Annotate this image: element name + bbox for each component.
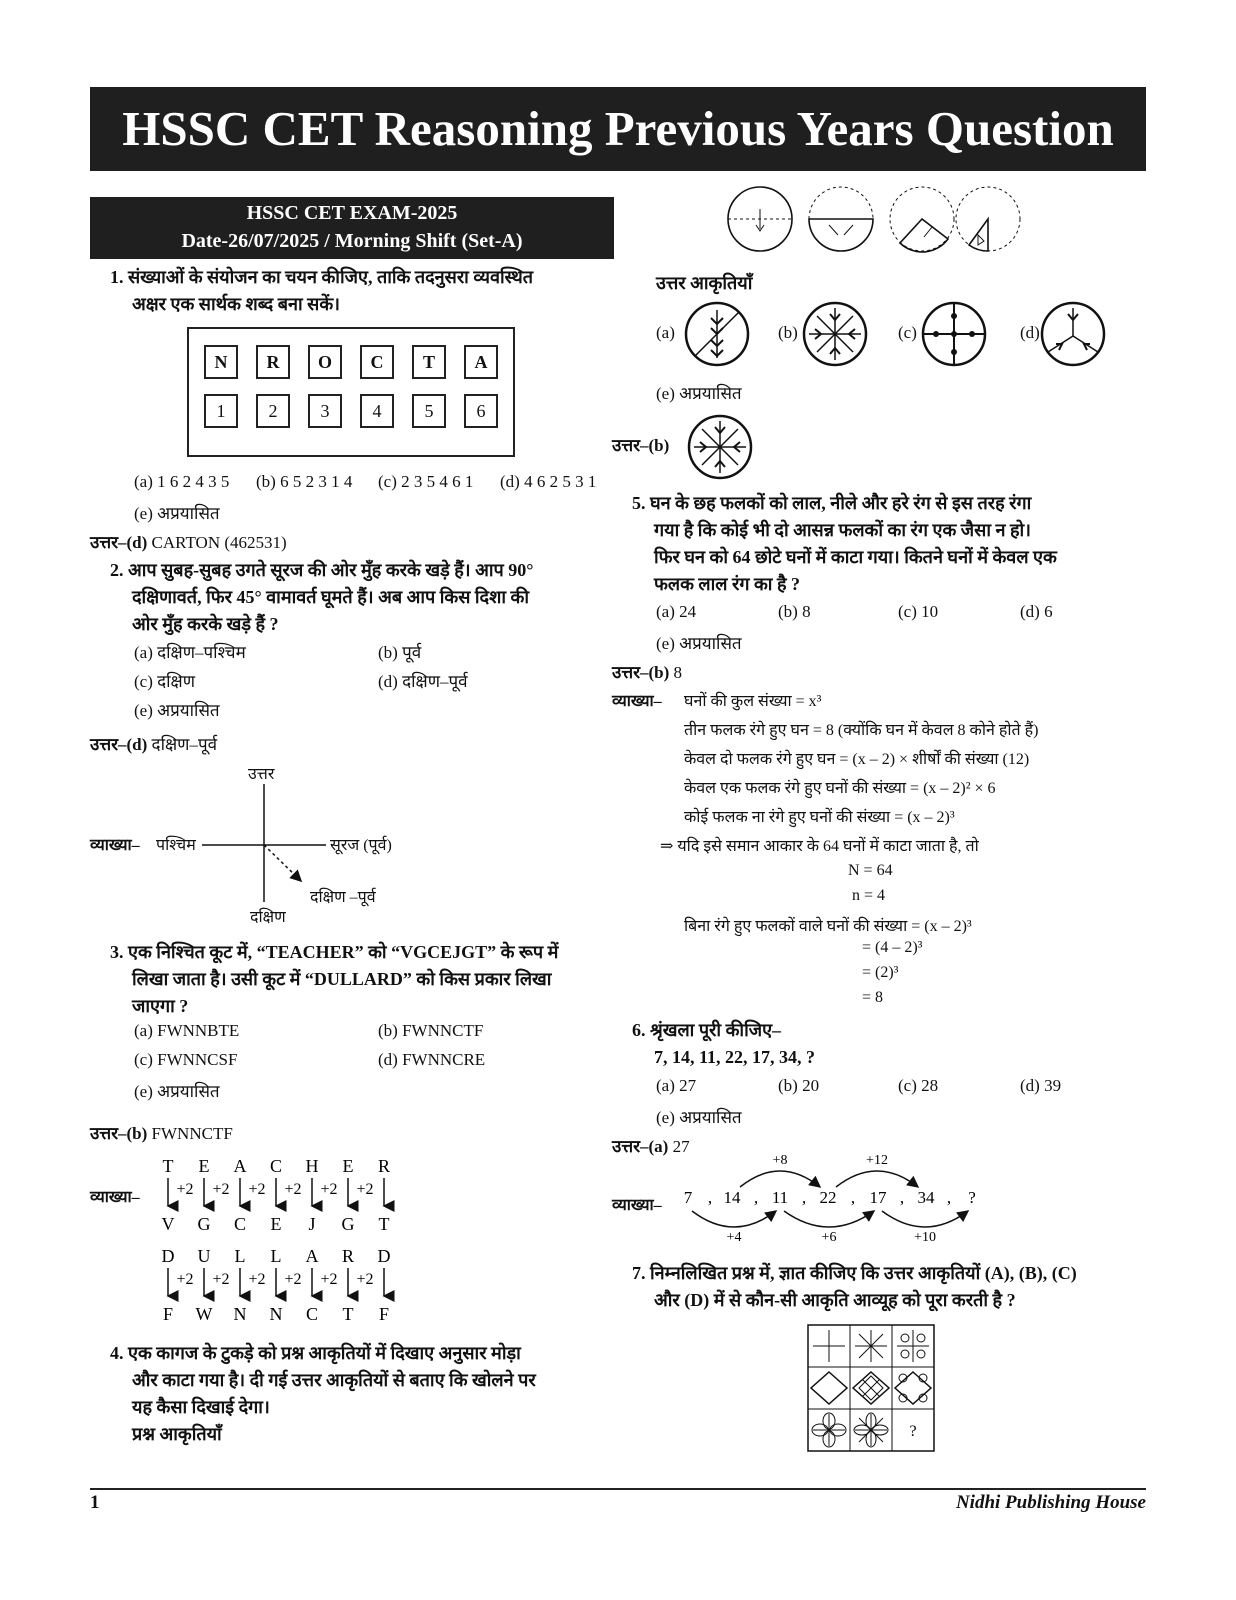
exam-header-box <box>90 197 614 259</box>
question-text: घन के छह फलकों को लाल, नीले और हरे रंग से इस तरह रंगा <box>650 493 1032 513</box>
series-bottom-arc <box>784 1211 874 1227</box>
code-output-letter: C <box>233 1214 247 1234</box>
explanation-line: कोई फलक ना रंगे हुए घनों की संख्या = (x – 2)³ <box>684 809 955 826</box>
question-text: गया है कि कोई भी दो आसन्न फलकों का रंग एक जैसा न हो। <box>654 520 1032 540</box>
number-cell: 2 <box>256 394 290 428</box>
code-shift: +2 <box>320 1181 338 1198</box>
answer-label: उत्तर–(b) <box>90 1124 148 1143</box>
fold-figure-4 <box>956 187 1020 251</box>
series-term: 34 <box>917 1188 935 1207</box>
series-top-arc <box>836 1171 918 1187</box>
series-term: 14 <box>723 1188 741 1207</box>
series-text: 7, 14, 11, 22, 17, 34, ? <box>654 1047 816 1067</box>
series-term: 17 <box>869 1188 887 1207</box>
answer-text: CARTON (462531) <box>151 533 287 552</box>
series-top-arc <box>740 1171 820 1187</box>
answer-figure-b <box>804 303 866 365</box>
answer-figures-label: उत्तर आकृतियाँ <box>656 273 753 293</box>
answer-3 <box>90 1121 233 1144</box>
option-b: (b) पूर्व <box>378 643 422 662</box>
series-top-diff: +12 <box>866 1153 888 1168</box>
explanation-line: = (2)³ <box>862 964 899 981</box>
option-b: (b) 6 5 2 3 1 4 <box>256 472 353 491</box>
code-shift: +2 <box>248 1181 266 1198</box>
option-d: (d) दक्षिण–पूर्व <box>378 672 468 691</box>
option-e: (e) अप्रयासित <box>656 384 742 403</box>
code-shift: +2 <box>356 1271 374 1288</box>
option-b: (b) 8 <box>778 602 811 621</box>
matrix-cell-circles <box>897 1330 929 1362</box>
number-cell: 4 <box>360 394 394 428</box>
series-term: 7 <box>683 1188 693 1207</box>
letter-cell: T <box>412 345 446 379</box>
letter-cell: A <box>464 345 498 379</box>
letter-cell: N <box>204 345 238 379</box>
footer-divider <box>90 1488 1146 1490</box>
answer-figures <box>684 300 1114 370</box>
code-output-letter: W <box>195 1304 213 1324</box>
code-output-letter: N <box>233 1304 247 1324</box>
option-d: (d) 39 <box>1020 1076 1062 1095</box>
matrix-cell-diamond-circles <box>895 1372 931 1404</box>
question-text: लिखा जाता है। उसी कूट में “DULLARD” को किस प्रकार लिखा <box>132 969 552 989</box>
number-cell: 5 <box>412 394 446 428</box>
answer-figure-correct <box>686 413 756 483</box>
option-c: (c) 28 <box>898 1076 939 1095</box>
answer-label: उत्तर–(d) <box>90 735 148 754</box>
code-source-letter: D <box>377 1246 391 1266</box>
code-source-letter: L <box>234 1246 246 1266</box>
question-number: 6. <box>632 1020 646 1040</box>
exam-title: HSSC CET EXAM-2025 <box>246 202 458 224</box>
code-shift: +2 <box>320 1271 338 1288</box>
answer-text: FWNNCTF <box>151 1124 233 1143</box>
fold-figure-3 <box>890 187 954 252</box>
answer-text: 8 <box>673 663 683 682</box>
series-term: 11 <box>771 1188 789 1207</box>
code-shift: +2 <box>176 1271 194 1288</box>
series-bottom-arc <box>692 1211 776 1227</box>
option-a: (a) दक्षिण–पश्चिम <box>134 643 246 662</box>
series-bottom-arc <box>882 1211 968 1227</box>
option-c: (c) 2 3 5 4 6 1 <box>378 472 474 491</box>
question-text: श्रृंखला पूरी कीजिए– <box>650 1020 782 1040</box>
explanation-line: = (4 – 2)³ <box>862 939 923 956</box>
code-shift: +2 <box>176 1181 194 1198</box>
option-a: (a) <box>656 323 675 342</box>
number-cell: 6 <box>464 394 498 428</box>
option-e: (e) अप्रयासित <box>656 1108 742 1127</box>
southeast-arrow <box>264 845 300 880</box>
question-text: अक्षर एक सार्थक शब्द बना सकें। <box>132 294 340 314</box>
series-comma: , <box>707 1188 713 1207</box>
question-number: 4. <box>110 1343 124 1363</box>
code-shift: +2 <box>356 1181 374 1198</box>
east-label: सूरज (पूर्व) <box>330 837 392 854</box>
answer-label: उत्तर–(b) <box>612 663 670 682</box>
answer-5 <box>612 660 682 683</box>
explanation-label: व्याख्या– <box>612 1197 662 1214</box>
explanation-line: बिना रंगे हुए फलकों वाले घनों की संख्या = (x – 2)³ <box>684 918 972 935</box>
code-shift: +2 <box>212 1271 230 1288</box>
question-figures-label: प्रश्न आकृतियाँ <box>132 1424 222 1444</box>
series-comma: , <box>899 1188 905 1207</box>
answer-figure-d <box>1042 303 1104 365</box>
question-text: संख्याओं के संयोजन का चयन कीजिए, ताकि तदनुसरा व्यवस्थित <box>128 267 534 287</box>
option-a: (a) FWNNBTE <box>134 1021 240 1040</box>
code-source-letter: E <box>342 1156 354 1176</box>
matrix-cell-plus <box>813 1330 845 1362</box>
answer-text: दक्षिण–पूर्व <box>151 735 218 754</box>
number-cell: 1 <box>204 394 238 428</box>
option-d: (d) 4 6 2 5 3 1 <box>500 472 597 491</box>
option-e: (e) अप्रयासित <box>134 1082 220 1101</box>
question-4 <box>110 1340 615 1448</box>
option-d: (d) <box>1020 323 1040 342</box>
matrix-cell-double-diamond <box>853 1372 889 1404</box>
explanation-label: व्याख्या– <box>90 1189 140 1206</box>
series-term: ? <box>968 1188 976 1207</box>
question-5 <box>632 490 1147 598</box>
matrix-cell-star <box>855 1330 887 1362</box>
question-number: 2. <box>110 560 124 580</box>
series-comma: , <box>946 1188 952 1207</box>
code-source-letter: H <box>305 1156 319 1176</box>
explanation-line: N = 64 <box>848 862 893 879</box>
code-output-letter: V <box>161 1214 175 1234</box>
explanation-line: घनों की कुल संख्या = x³ <box>684 693 822 710</box>
answer-1 <box>90 530 287 553</box>
explanation-line: = 8 <box>862 989 884 1006</box>
explanation-line: ⇒ यदि इसे समान आकार के 64 घनों में काटा जाता है, तो <box>660 838 979 855</box>
answer-6 <box>612 1134 690 1157</box>
figure-matrix <box>807 1324 937 1454</box>
option-b: (b) 20 <box>778 1076 820 1095</box>
code-source-letter: T <box>162 1156 174 1176</box>
question-6 <box>632 1017 1147 1071</box>
page-number: 1 <box>90 1492 100 1513</box>
option-b: (b) <box>778 323 798 342</box>
option-c: (c) <box>898 323 917 342</box>
code-output-letter: G <box>341 1214 355 1234</box>
numbers-row <box>195 394 513 428</box>
question-7 <box>632 1260 1147 1314</box>
question-text: आप सुबह-सुबह उगते सूरज की ओर मुँह करके खड़े हैं। आप 90° <box>128 560 534 580</box>
question-text: और (D) में से कौन-सी आकृति आव्यूह को पूरा करती है ? <box>654 1290 1016 1310</box>
question-text: फलक लाल रंग का है ? <box>654 574 801 594</box>
code-source-letter: L <box>270 1246 282 1266</box>
code-output-letter: F <box>378 1304 390 1324</box>
code-source-letter: C <box>269 1156 283 1176</box>
answer-2 <box>90 732 217 755</box>
south-label: दक्षिण <box>250 909 286 926</box>
question-number: 1. <box>110 267 124 287</box>
matrix-cell-diamond <box>811 1372 847 1404</box>
code-source-letter: E <box>198 1156 210 1176</box>
answer-text: 27 <box>672 1137 690 1156</box>
code-source-letter: A <box>305 1246 319 1266</box>
question-text: फिर घन को 64 छोटे घनों में काटा गया। कितने घनों में केवल एक <box>654 547 1057 567</box>
code-shift: +2 <box>284 1181 302 1198</box>
publisher-name: Nidhi Publishing House <box>955 1492 1146 1513</box>
answer-label: उत्तर–(a) <box>612 1137 669 1156</box>
code-shift: +2 <box>248 1271 266 1288</box>
matrix-cell-flower <box>812 1413 846 1447</box>
southeast-label: दक्षिण –पूर्व <box>310 889 376 906</box>
option-d: (d) 6 <box>1020 602 1053 621</box>
series-bottom-diff: +10 <box>914 1230 936 1245</box>
letters-row <box>195 345 513 379</box>
series-bottom-diff: +4 <box>726 1230 742 1245</box>
explanation-label: व्याख्या– <box>90 837 140 854</box>
explanation-line: केवल एक फलक रंगे हुए घनों की संख्या = (x – 2)² × 6 <box>684 780 996 797</box>
question-number: 7. <box>632 1263 646 1283</box>
question-2 <box>110 557 615 638</box>
page-banner-title: HSSC CET Reasoning Previous Years Question <box>90 87 1146 171</box>
matrix-missing-cell: ? <box>909 1423 917 1440</box>
question-1 <box>110 264 615 318</box>
option-c: (c) FWNNCSF <box>134 1050 238 1069</box>
series-term: 22 <box>819 1188 837 1207</box>
option-b: (b) FWNNCTF <box>378 1021 484 1040</box>
code-output-letter: N <box>269 1304 283 1324</box>
question-text: एक कागज के टुकड़े को प्रश्न आकृतियों में दिखाए अनुसार मोड़ा <box>128 1343 521 1363</box>
question-3 <box>110 939 615 1020</box>
question-text: ओर मुँह करके खड़े हैं ? <box>132 614 279 634</box>
code-output-letter: G <box>197 1214 211 1234</box>
letter-cell: C <box>360 345 394 379</box>
letter-number-table <box>187 327 515 457</box>
explanation-label: व्याख्या– <box>612 693 662 710</box>
code-output-letter: E <box>270 1214 282 1234</box>
answer-figure-a <box>686 303 748 365</box>
option-c: (c) दक्षिण <box>134 672 196 691</box>
question-text: निम्नलिखित प्रश्न में, ज्ञात कीजिए कि उत्तर आकृतियों (A), (B), (C) <box>650 1263 1077 1283</box>
fold-figure-2 <box>809 187 873 251</box>
code-output-letter: T <box>378 1214 390 1234</box>
fold-figure-1 <box>728 187 792 251</box>
question-number: 5. <box>632 493 646 513</box>
code-shift: +2 <box>284 1271 302 1288</box>
code-source-letter: A <box>233 1156 247 1176</box>
code-shift: +2 <box>212 1181 230 1198</box>
question-text: एक निश्चित कूट में, “TEACHER” को “VGCEJGT” के रूप में <box>128 942 559 962</box>
series-comma: , <box>801 1188 807 1207</box>
option-c: (c) 10 <box>898 602 939 621</box>
question-text: दक्षिणावर्त, फिर 45° वामावर्त घूमते हैं। अब आप किस दिशा की <box>132 587 529 607</box>
code-output-letter: F <box>162 1304 174 1324</box>
series-explanation <box>680 1150 1000 1245</box>
letter-cell: O <box>308 345 342 379</box>
letter-cell: R <box>256 345 290 379</box>
question-text: और काटा गया है। दी गई उत्तर आकृतियों से बताए कि खोलने पर <box>132 1370 536 1390</box>
answer-label: उत्तर–(d) <box>90 533 148 552</box>
explanation-line: n = 4 <box>852 887 886 904</box>
matrix-cell-star-flower <box>854 1413 888 1447</box>
north-label: उत्तर <box>248 766 275 783</box>
option-a: (a) 1 6 2 4 3 5 <box>134 472 230 491</box>
option-a: (a) 27 <box>656 1076 697 1095</box>
series-comma: , <box>753 1188 759 1207</box>
question-number: 3. <box>110 942 124 962</box>
option-d: (d) FWNNCRE <box>378 1050 486 1069</box>
code-source-letter: R <box>377 1156 391 1176</box>
question-text: जाएगा ? <box>132 996 189 1016</box>
west-label: पश्चिम <box>156 837 196 854</box>
series-bottom-diff: +6 <box>821 1230 837 1245</box>
question-text: यह कैसा दिखाई देगा। <box>132 1397 270 1417</box>
series-comma: , <box>850 1188 856 1207</box>
code-source-letter: U <box>197 1246 211 1266</box>
code-output-letter: J <box>308 1214 316 1234</box>
coding-explanation <box>150 1152 410 1334</box>
number-cell: 3 <box>308 394 342 428</box>
option-e: (e) अप्रयासित <box>656 634 742 653</box>
answer-label: उत्तर–(b) <box>612 436 670 455</box>
explanation-line: केवल दो फलक रंगे हुए घन = (x – 2) × शीर्षों की संख्या (12) <box>684 751 1030 768</box>
explanation-line: तीन फलक रंगे हुए घन = 8 (क्योंकि घन में केवल 8 कोने होते हैं) <box>684 722 1039 739</box>
code-source-letter: R <box>341 1246 355 1266</box>
option-e: (e) अप्रयासित <box>134 504 220 523</box>
code-output-letter: C <box>305 1304 319 1324</box>
option-a: (a) 24 <box>656 602 697 621</box>
exam-date: Date-26/07/2025 / Morning Shift (Set-A) <box>181 230 523 252</box>
code-output-letter: T <box>342 1304 354 1324</box>
option-e: (e) अप्रयासित <box>134 701 220 720</box>
answer-figure-c <box>923 303 985 365</box>
series-top-diff: +8 <box>772 1153 788 1168</box>
question-figures <box>726 183 1026 255</box>
code-source-letter: D <box>161 1246 175 1266</box>
